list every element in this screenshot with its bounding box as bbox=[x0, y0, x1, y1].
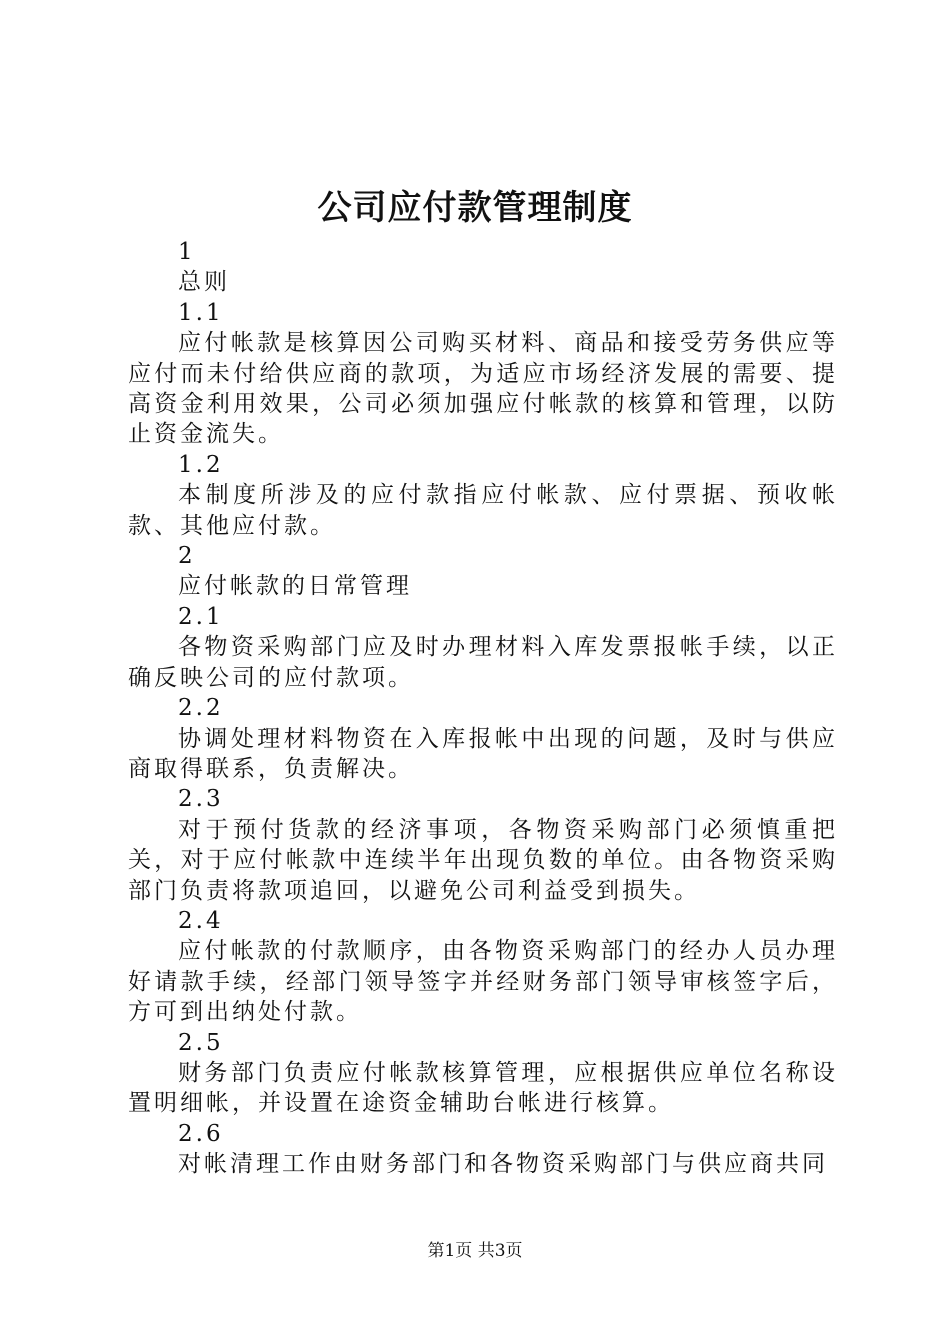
section-heading: 应付帐款的日常管理 bbox=[178, 573, 412, 600]
section-heading: 总则 bbox=[178, 269, 230, 296]
section-paragraph: 协调处理材料物资在入库报帐中出现的问题，及时与供应商取得联系，负责解决。 bbox=[128, 725, 838, 782]
section-number: 1.1 bbox=[178, 299, 224, 326]
section-number: 2.3 bbox=[178, 786, 224, 813]
section-number: 2.1 bbox=[178, 603, 224, 630]
section-number: 1 bbox=[178, 239, 196, 265]
section-number: 2.4 bbox=[178, 907, 224, 934]
document-body bbox=[128, 237, 838, 1180]
page-title: 公司应付款管理制度 bbox=[317, 188, 633, 228]
section-paragraph: 应付帐款是核算因公司购买材料、商品和接受劳务供应等应付而未付给供应商的款项，为适应市场经济发展的需要、提高资金利用效果，公司必须加强应付帐款的核算和管理，以防止资金流失。 bbox=[128, 330, 838, 448]
section-paragraph: 对于预付货款的经济事项，各物资采购部门必须慎重把关，对于应付帐款中连续半年出现负数的单位。由各物资采购部门负责将款项追回，以避免公司利益受到损失。 bbox=[128, 816, 838, 904]
section-paragraph: 财务部门负责应付帐款核算管理，应根据供应单位名称设置明细帐，并设置在途资金辅助台帐进行核算。 bbox=[128, 1059, 838, 1117]
section-number: 1.2 bbox=[178, 451, 224, 478]
section-paragraph: 本制度所涉及的应付款指应付帐款、应付票据、预收帐款、其他应付款。 bbox=[128, 482, 838, 539]
section-paragraph: 各物资采购部门应及时办理材料入库发票报帐手续，以正确反映公司的应付款项。 bbox=[128, 634, 838, 691]
section-paragraph: 对帐清理工作由财务部门和各物资采购部门与供应商共同 bbox=[178, 1151, 828, 1178]
section-paragraph: 应付帐款的付款顺序，由各物资采购部门的经办人员办理好请款手续，经部门领导签字并经财务部门领导审核签字后，方可到出纳处付款。 bbox=[128, 938, 838, 1026]
section-number: 2.5 bbox=[178, 1029, 224, 1056]
section-number: 2.6 bbox=[178, 1120, 224, 1147]
section-number: 2.2 bbox=[178, 695, 224, 722]
section-number: 2 bbox=[178, 543, 196, 570]
page-footer: 第1页 共3页 bbox=[427, 1241, 523, 1261]
